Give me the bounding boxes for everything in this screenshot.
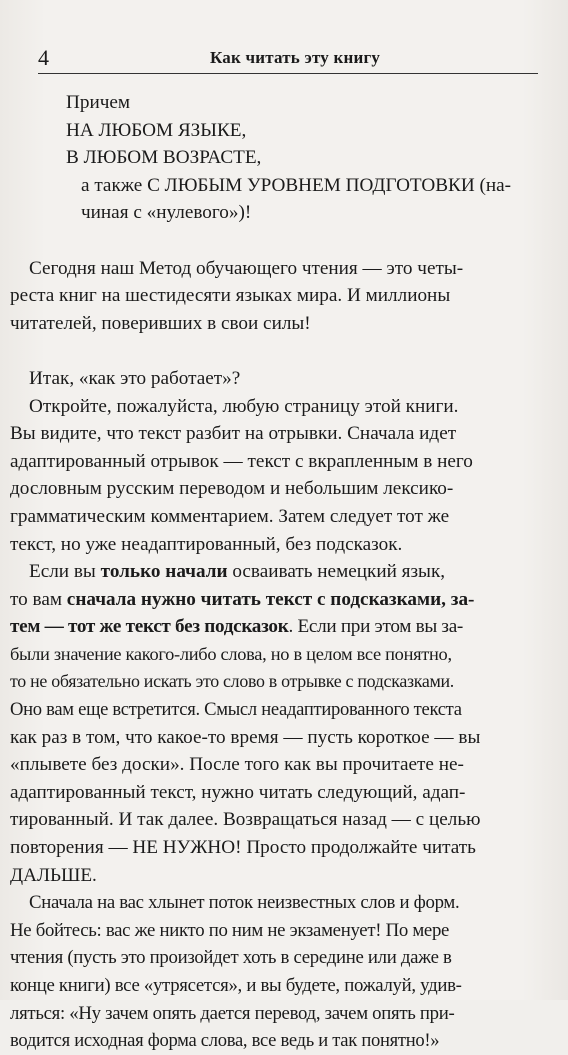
- text-span: . Если при этом вы за-: [288, 616, 464, 638]
- bold-text: , за-: [441, 588, 475, 610]
- text-line: [10, 586, 544, 614]
- text-line: Итак, «как это работает»?: [29, 367, 241, 389]
- text-line: повторения — НЕ НУЖНО! Просто продолжайте читать: [10, 837, 476, 859]
- paragraph-gap: [66, 227, 544, 255]
- text-line: [10, 613, 544, 641]
- text-line: В ЛЮБОМ ВОЗРАСТЕ,: [66, 147, 262, 169]
- page-header: [38, 44, 538, 74]
- text-line: адаптированный текст, нужно читать следующий, адап-: [10, 781, 466, 803]
- text-line: текст, но уже неадаптированный, без подсказок.: [10, 533, 403, 555]
- text-line: чиная с «нулевого»)!: [81, 202, 252, 224]
- bold-text: сначала нужно читать текст с подсказками: [66, 588, 442, 610]
- text-line: водится исходная форма слова, все ведь и так понятно!»: [10, 1030, 440, 1052]
- body-text: [10, 89, 544, 1055]
- text-span: то вам: [10, 588, 67, 610]
- text-line: а также С ЛЮБЫМ УРОВНЕМ ПОДГОТОВКИ (на-: [81, 174, 512, 196]
- text-line: конце книги) все «утрясется», и вы будете, пожалуй, удив-: [10, 975, 462, 996]
- text-line: Оно вам еще встретится. Смысл неадаптированного текста: [10, 699, 462, 721]
- text-line: чтения (пусть это произойдет хоть в середине или даже в: [10, 947, 452, 969]
- text-line: ляться: «Ну зачем опять дается перевод, зачем опять при-: [10, 1002, 455, 1024]
- bold-text: тем — тот же текст без подсказок: [10, 616, 289, 638]
- text-line: Вы видите, что текст разбит на отрывки. Сначала идет: [10, 423, 457, 445]
- text-line: читателей, поверивших в свои силы!: [10, 312, 311, 334]
- text-line: как раз в том, что какое-то время — пусть короткое — вы: [10, 726, 481, 748]
- text-line: то не обязательно искать это слово в отрывке с подсказками.: [10, 671, 454, 692]
- text-line: [29, 558, 544, 586]
- text-span: Если вы: [29, 561, 101, 583]
- text-line: ДАЛЬШЕ.: [10, 864, 97, 886]
- text-line: реста книг на шестидесяти языках мира. И миллионы: [10, 285, 451, 307]
- text-line: тированный. И так далее. Возвращаться назад — с целью: [10, 809, 481, 831]
- running-title: Как читать эту книгу: [210, 48, 381, 67]
- text-line: НА ЛЮБОМ ЯЗЫКЕ,: [66, 119, 247, 141]
- text-line: Причем: [66, 92, 131, 113]
- text-line: Сегодня наш Метод обучающего чтения — это четы-: [29, 257, 464, 279]
- text-line: Откройте, пожалуйста, любую страницу этой книги.: [29, 395, 459, 417]
- bold-text: только начали: [100, 561, 228, 583]
- text-line: «плывете без доски». После того как вы прочитаете не-: [10, 754, 464, 776]
- page-number: 4: [38, 45, 49, 70]
- paragraph-gap: [66, 337, 544, 365]
- text-line: были значение какого-либо слова, но в целом все понятно,: [10, 643, 452, 664]
- text-line: грамматическим комментарием. Затем следует тот же: [10, 505, 450, 527]
- text-line: Не бойтесь: вас же никто по ним не экзаменует! По мере: [10, 919, 450, 941]
- text-line: дословным русским переводом и небольшим лексико-: [10, 478, 454, 500]
- header-rule: [38, 73, 538, 74]
- text-line: Сначала на вас хлынет поток неизвестных слов и форм.: [29, 892, 460, 914]
- text-span: осваивать немецкий язык,: [227, 561, 446, 583]
- text-line: адаптированный отрывок — текст с вкрапленным в него: [10, 450, 473, 472]
